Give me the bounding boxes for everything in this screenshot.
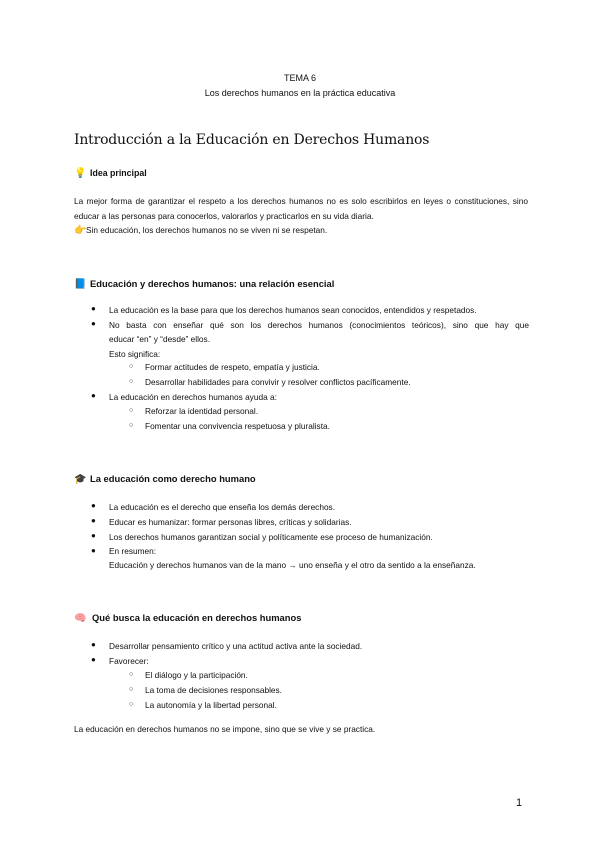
bullet-icon: ● xyxy=(91,546,96,555)
sub-bullet-icon: ○ xyxy=(129,407,134,414)
bullet-icon: ● xyxy=(91,640,96,649)
pointing-hand-icon: 👉 xyxy=(74,225,87,236)
bullet-icon: ● xyxy=(91,391,96,400)
bullet-icon: ● xyxy=(91,655,96,664)
blue-book-icon: 📘 xyxy=(74,279,87,290)
list-item: La educación es la base para que los derechos humanos sean conocidos, entendidos y respetados. xyxy=(109,305,477,315)
section-heading-derecho xyxy=(74,473,256,485)
lightbulb-icon: 💡 xyxy=(74,168,87,179)
graduation-cap-icon: 🎓 xyxy=(74,474,87,485)
list-item-continuation: Educación y derechos humanos van de la mano → uno enseña y el otro da sentido a la enseñanza. xyxy=(109,560,476,570)
idea-point-text: Sin educación, los derechos humanos no se viven ni se respetan. xyxy=(86,225,328,235)
list-item-continuation: educar “en” y “desde” ellos. xyxy=(109,334,210,344)
idea-heading-label: Idea principal xyxy=(90,168,147,178)
section-heading-busca xyxy=(74,612,301,624)
sub-list-item: El diálogo y la participación. xyxy=(145,670,248,680)
sub-bullet-icon: ○ xyxy=(129,422,134,429)
brain-icon: 🧠 xyxy=(74,613,87,624)
list-item: La educación en derechos humanos ayuda a: xyxy=(109,392,277,402)
list-item: Educar es humanizar: formar personas libres, críticas y solidarias. xyxy=(109,517,352,527)
sub-bullet-icon: ○ xyxy=(129,686,134,693)
sub-list-item: Desarrollar habilidades para convivir y resolver conflictos pacíficamente. xyxy=(145,377,411,387)
idea-paragraph: La mejor forma de garantizar el respeto a los derechos humanos no es solo escribirlos en leyes o constituciones, sino educar a las personas para conocerlos, valorarlos y practicarlos en su vida diaria. xyxy=(74,196,528,221)
list-item: En resumen: xyxy=(109,546,157,556)
sub-list-item: Fomentar una convivencia respetuosa y pluralista. xyxy=(145,421,330,431)
section-heading-relacion xyxy=(74,278,334,290)
sub-list-item: Reforzar la identidad personal. xyxy=(145,406,258,416)
sub-list-item: La toma de decisiones responsables. xyxy=(145,685,282,695)
sub-list-item: La autonomía y la libertad personal. xyxy=(145,700,277,710)
section-heading-label: La educación como derecho humano xyxy=(90,473,256,484)
main-title: Introducción a la Educación en Derechos Humanos xyxy=(74,132,430,148)
list-item: Los derechos humanos garantizan social y políticamente ese proceso de humanización. xyxy=(109,532,433,542)
list-item: Desarrollar pensamiento crítico y una actitud activa ante la sociedad. xyxy=(109,641,363,651)
bullet-icon: ● xyxy=(91,531,96,540)
sub-bullet-icon: ○ xyxy=(129,363,134,370)
bullet-icon: ● xyxy=(91,319,96,328)
sub-list-item: Formar actitudes de respeto, empatía y justicia. xyxy=(145,362,320,372)
list-item: Favorecer: xyxy=(109,656,149,666)
bullet-icon: ● xyxy=(91,516,96,525)
section-heading-label: Educación y derechos humanos: una relación esencial xyxy=(90,278,335,289)
bullet-icon: ● xyxy=(91,304,96,313)
tema-label: TEMA 6 xyxy=(283,73,316,83)
sub-bullet-icon: ○ xyxy=(129,671,134,678)
sub-bullet-icon: ○ xyxy=(129,701,134,708)
section-heading-label: Qué busca la educación en derechos humanos xyxy=(92,612,302,623)
closing-statement: La educación en derechos humanos no se impone, sino que se vive y se practica. xyxy=(74,724,376,734)
idea-heading xyxy=(74,168,147,179)
esto-significa: Esto significa: xyxy=(109,349,161,359)
list-item: La educación es el derecho que enseña los demás derechos. xyxy=(109,502,336,512)
bullet-icon: ● xyxy=(91,501,96,510)
idea-point xyxy=(74,223,327,238)
document-subtitle: Los derechos humanos en la práctica educativa xyxy=(204,88,396,98)
page-number: 1 xyxy=(516,797,523,809)
list-item: No basta con enseñar qué son los derechos humanos (conocimientos teóricos), sino que hay que xyxy=(109,320,529,330)
sub-bullet-icon: ○ xyxy=(129,378,134,385)
